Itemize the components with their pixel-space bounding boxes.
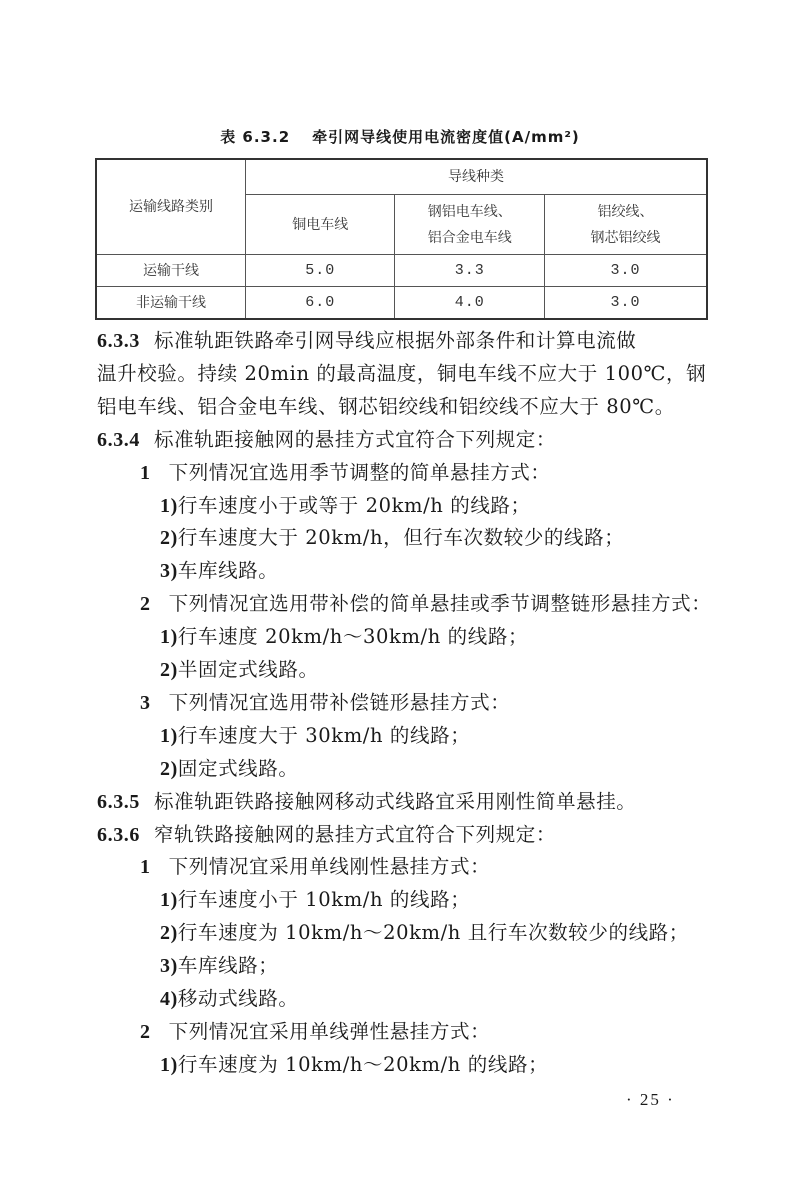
clause-number: 4) xyxy=(160,988,178,1010)
clause-number: 1) xyxy=(160,889,178,912)
subitem-line xyxy=(160,622,528,652)
table-caption-title: 牵引网导线使用电流密度值(A/mm²) xyxy=(312,128,580,146)
clause-text: 移动式线路。 xyxy=(177,987,299,1010)
clause-text: 温升校验。持续 20min 的最高温度，铜电车线不应大于 100℃，钢 xyxy=(97,361,707,385)
current-density-table xyxy=(95,158,708,320)
clause-number: 1 xyxy=(140,461,151,484)
clause-text: 车库线路； xyxy=(177,954,279,978)
item-line xyxy=(140,1017,490,1047)
clause-text: 行车速度大于 30km/h 的线路； xyxy=(177,723,471,747)
clause-text: 标准轨距铁路牵引网导线应根据外部条件和计算电流做 xyxy=(154,329,637,352)
clause-text: 下列情况宜采用单线弹性悬挂方式： xyxy=(168,1019,491,1043)
subitem-line xyxy=(160,1050,548,1080)
row-header-cell: 运输线路类别 xyxy=(96,159,245,255)
clause-number: 1 xyxy=(140,856,151,879)
clause-number: 6.3.6 xyxy=(97,823,140,846)
clause-line xyxy=(97,820,556,850)
clause-line xyxy=(97,787,636,817)
clause-text: 下列情况宜选用带补偿的简单悬挂或季节调整链形悬挂方式： xyxy=(168,592,712,616)
clause-line xyxy=(97,326,636,356)
clause-text: 行车速度为 10km/h～20km/h 且行车次数较少的线路； xyxy=(177,921,689,945)
column-header-cell: 钢铝电车线、 铝合金电车线 xyxy=(395,195,545,255)
clause-text: 行车速度小于或等于 20km/h 的线路； xyxy=(177,493,531,517)
table-caption xyxy=(0,126,800,147)
clause-text: 标准轨距铁路接触网移动式线路宜采用刚性简单悬挂。 xyxy=(154,789,637,813)
clause-number: 2 xyxy=(140,1020,151,1043)
subitem-line xyxy=(160,523,624,553)
clause-text: 下列情况宜选用季节调整的简单悬挂方式： xyxy=(168,460,551,484)
clause-number: 2) xyxy=(160,527,178,550)
clause-text: 下列情况宜选用带补偿链形悬挂方式： xyxy=(168,690,511,714)
clause-text: 铝电车线、铝合金电车线、钢芯铝绞线和铝绞线不应大于 80℃。 xyxy=(97,394,675,418)
clause-number: 1) xyxy=(160,494,178,517)
value-cell: 5.0 xyxy=(245,255,395,287)
table-caption-number: 表 6.3.2 xyxy=(220,128,291,146)
clause-text: 行车速度为 10km/h～20km/h 的线路； xyxy=(177,1052,549,1076)
clause-number: 2) xyxy=(160,757,178,780)
subitem-line xyxy=(160,721,470,751)
clause-number: 6.3.4 xyxy=(97,428,140,451)
clause-number: 2 xyxy=(140,593,151,616)
table-row xyxy=(96,287,707,320)
clause-number: 3 xyxy=(140,691,151,714)
value-cell: 3.3 xyxy=(395,255,545,287)
table-row xyxy=(96,255,707,287)
clause-text: 行车速度 20km/h～30km/h 的线路； xyxy=(177,625,529,649)
clause-text: 行车速度小于 10km/h 的线路； xyxy=(177,888,471,912)
value-cell: 4.0 xyxy=(395,287,545,320)
item-line xyxy=(140,589,711,619)
subitem-line xyxy=(160,556,278,586)
clause-text: 半固定式线路。 xyxy=(177,658,319,681)
value-cell: 6.0 xyxy=(245,287,395,320)
clause-line xyxy=(97,425,556,455)
subitem-line xyxy=(160,951,278,981)
clause-number: 6.3.3 xyxy=(97,330,140,352)
subitem-line xyxy=(160,655,319,685)
clause-number: 2) xyxy=(160,922,178,945)
clause-number: 1) xyxy=(160,1053,178,1076)
clause-number: 1) xyxy=(160,626,178,649)
page-number: · 25 · xyxy=(626,1090,675,1109)
subitem-line xyxy=(160,984,298,1014)
subitem-line xyxy=(160,491,531,521)
item-line xyxy=(140,458,551,488)
group-header-cell: 导线种类 xyxy=(245,159,707,195)
clause-text: 标准轨距接触网的悬挂方式宜符合下列规定： xyxy=(154,427,557,451)
clause-text: 下列情况宜采用单线刚性悬挂方式： xyxy=(168,855,491,879)
clause-number: 2) xyxy=(160,659,178,681)
subitem-line xyxy=(160,885,470,915)
clause-number: 3) xyxy=(160,955,178,978)
value-cell: 3.0 xyxy=(544,255,707,287)
clause-text: 窄轨铁路接触网的悬挂方式宜符合下列规定： xyxy=(154,822,557,846)
clause-text: 固定式线路。 xyxy=(177,756,299,780)
continuation-line xyxy=(97,359,706,389)
clause-text: 行车速度大于 20km/h，但行车次数较少的线路； xyxy=(177,526,625,550)
subitem-line xyxy=(160,918,689,948)
column-header-cell: 铜电车线 xyxy=(245,195,395,255)
subitem-line xyxy=(160,754,298,784)
item-line xyxy=(140,852,490,882)
column-header-cell: 铝绞线、 钢芯铝绞线 xyxy=(544,195,707,255)
item-line xyxy=(140,688,510,718)
clause-number: 6.3.5 xyxy=(97,790,140,813)
value-cell: 3.0 xyxy=(544,287,707,320)
continuation-line xyxy=(97,392,675,422)
clause-number: 1) xyxy=(160,724,178,747)
row-label-cell: 非运输干线 xyxy=(96,287,245,320)
clause-number: 3) xyxy=(160,560,178,583)
row-label-cell: 运输干线 xyxy=(96,255,245,287)
clause-text: 车库线路。 xyxy=(177,559,279,583)
